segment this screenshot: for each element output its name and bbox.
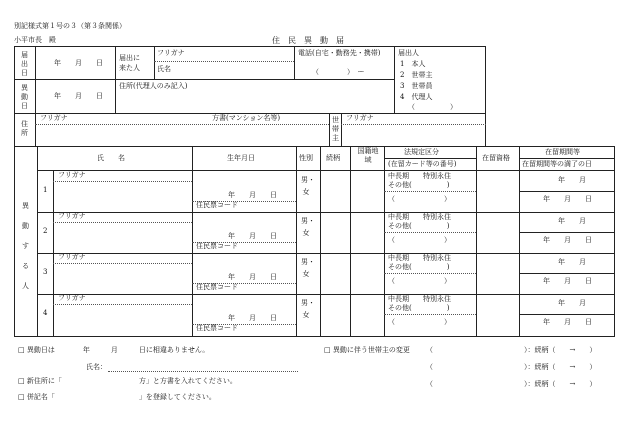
phone-field[interactable]: （ ） ー xyxy=(312,68,365,76)
dual-name-check[interactable]: □ 併記名「 」を登録してください。 xyxy=(18,393,216,401)
row-furigana[interactable]: フリガナ xyxy=(58,294,86,302)
address-label: 住所 xyxy=(21,120,28,137)
col-birth: 生年月日 xyxy=(227,154,255,162)
new-address-check[interactable]: □ 新住所に「 方」と方書を入れてください。 xyxy=(18,377,237,385)
householder-change-check[interactable]: □ 異動に伴う世帯主の変更 xyxy=(324,346,410,354)
row-period[interactable]: 年 月 xyxy=(558,176,586,184)
row-birth[interactable]: 年 月 日 xyxy=(228,314,277,322)
row-legal-line1[interactable]: 中長期 特別永住 xyxy=(388,213,451,221)
row-birth[interactable]: 年 月 日 xyxy=(228,273,277,281)
moved-label: 異動日 xyxy=(21,84,28,110)
agent-address[interactable]: 住所(代理人のみ記入) xyxy=(119,82,188,90)
row-resident-code[interactable]: 住民票コード xyxy=(196,283,238,291)
row-legal-paren[interactable]: （ ） xyxy=(388,318,451,326)
form-number: 別記様式第１号の３（第３条関係） xyxy=(14,22,126,30)
col-legal-status-sub: (在留カード等の番号) xyxy=(388,160,457,168)
row-number: 2 xyxy=(43,227,48,235)
reporter-furigana[interactable]: フリガナ xyxy=(157,49,185,57)
col-residence-status: 在留資格 xyxy=(482,154,510,162)
row-furigana[interactable]: フリガナ xyxy=(58,212,86,220)
row-furigana[interactable]: フリガナ xyxy=(58,171,86,179)
reporter-name[interactable]: 氏名 xyxy=(157,65,171,73)
form-title: 住 民 異 動 届 xyxy=(272,36,344,45)
row-legal-line1[interactable]: 中長期 特別永住 xyxy=(388,295,451,303)
row-period[interactable]: 年 月 xyxy=(558,258,586,266)
movers-table-frame xyxy=(14,146,615,337)
row-period-end[interactable]: 年 月 日 xyxy=(543,277,592,285)
row-sex[interactable]: 男・女 xyxy=(301,217,315,237)
col-sex: 性別 xyxy=(299,154,313,162)
addressee: 小平市長 殿 xyxy=(14,36,56,44)
change-row-3[interactable]: （ ）：続柄（ → ） xyxy=(426,380,597,388)
row-sex[interactable]: 男・女 xyxy=(301,299,315,319)
col-relation: 続柄 xyxy=(326,154,340,162)
col-nationality: 国籍地域 xyxy=(357,147,379,164)
row-number: 3 xyxy=(43,268,48,276)
no-mistake-check[interactable]: □ 異動日は 年 月 日に相違ありません。 xyxy=(18,346,210,354)
row-legal-line1[interactable]: 中長期 特別永住 xyxy=(388,254,451,262)
row-period[interactable]: 年 月 xyxy=(558,217,586,225)
date-label: 届出日 xyxy=(21,51,28,77)
col-name: 氏 名 xyxy=(97,154,125,162)
row-number: 1 xyxy=(43,186,48,194)
signature-label: 氏名： xyxy=(86,363,107,371)
col-legal-status: 法規定区分 xyxy=(404,148,439,156)
row-period-end[interactable]: 年 月 日 xyxy=(543,318,592,326)
reporter-label-1: 届出に xyxy=(119,54,140,62)
side-label: 異動する人 xyxy=(22,202,29,290)
phone-label: 電話(自宅・勤務先・携帯) xyxy=(298,49,381,57)
col-period-sub: 在留期間等の満了の日 xyxy=(522,160,592,168)
row-period[interactable]: 年 月 xyxy=(558,299,586,307)
reporter-label-2: 来た人 xyxy=(119,64,140,72)
row-resident-code[interactable]: 住民票コード xyxy=(196,201,238,209)
row-sex[interactable]: 男・女 xyxy=(301,176,315,196)
reporter-option-3[interactable]: 3 世帯員 xyxy=(400,82,433,90)
reporter-option-4[interactable]: 4 代理人 xyxy=(400,93,433,101)
address-furigana[interactable]: フリガナ xyxy=(40,114,68,122)
row-period-end[interactable]: 年 月 日 xyxy=(543,195,592,203)
row-legal-paren[interactable]: （ ） xyxy=(388,277,451,285)
report-date[interactable]: 年 月 日 xyxy=(54,59,103,67)
col-period: 在留期間等 xyxy=(545,148,580,156)
row-birth[interactable]: 年 月 日 xyxy=(228,232,277,240)
row-furigana[interactable]: フリガナ xyxy=(58,253,86,261)
reporter-option-paren[interactable]: （ ） xyxy=(408,103,457,111)
row-legal-paren[interactable]: （ ） xyxy=(388,195,451,203)
row-legal-line2[interactable]: その他( ) xyxy=(388,263,450,271)
householder-label: 世帯主 xyxy=(332,116,339,142)
row-sex[interactable]: 男・女 xyxy=(301,258,315,278)
row-legal-paren[interactable]: （ ） xyxy=(388,236,451,244)
reporter-option-2[interactable]: 2 世帯主 xyxy=(400,71,433,79)
reporter-option-1[interactable]: 1 本人 xyxy=(400,60,426,68)
row-legal-line2[interactable]: その他( ) xyxy=(388,304,450,312)
row-legal-line2[interactable]: その他( ) xyxy=(388,181,450,189)
row-resident-code[interactable]: 住民票コード xyxy=(196,242,238,250)
householder-furigana[interactable]: フリガナ xyxy=(346,114,374,122)
change-row-1[interactable]: （ ）：続柄（ → ） xyxy=(426,346,597,354)
building-label: 方書(マンション名等) xyxy=(212,114,281,122)
row-number: 4 xyxy=(43,309,48,317)
change-row-2[interactable]: （ ）：続柄（ → ） xyxy=(426,363,597,371)
reporter-title: 届出人 xyxy=(398,49,419,57)
row-resident-code[interactable]: 住民票コード xyxy=(196,324,238,332)
row-legal-line2[interactable]: その他( ) xyxy=(388,222,450,230)
moved-date[interactable]: 年 月 日 xyxy=(54,92,103,100)
row-period-end[interactable]: 年 月 日 xyxy=(543,236,592,244)
row-birth[interactable]: 年 月 日 xyxy=(228,191,277,199)
row-legal-line1[interactable]: 中長期 特別永住 xyxy=(388,172,451,180)
